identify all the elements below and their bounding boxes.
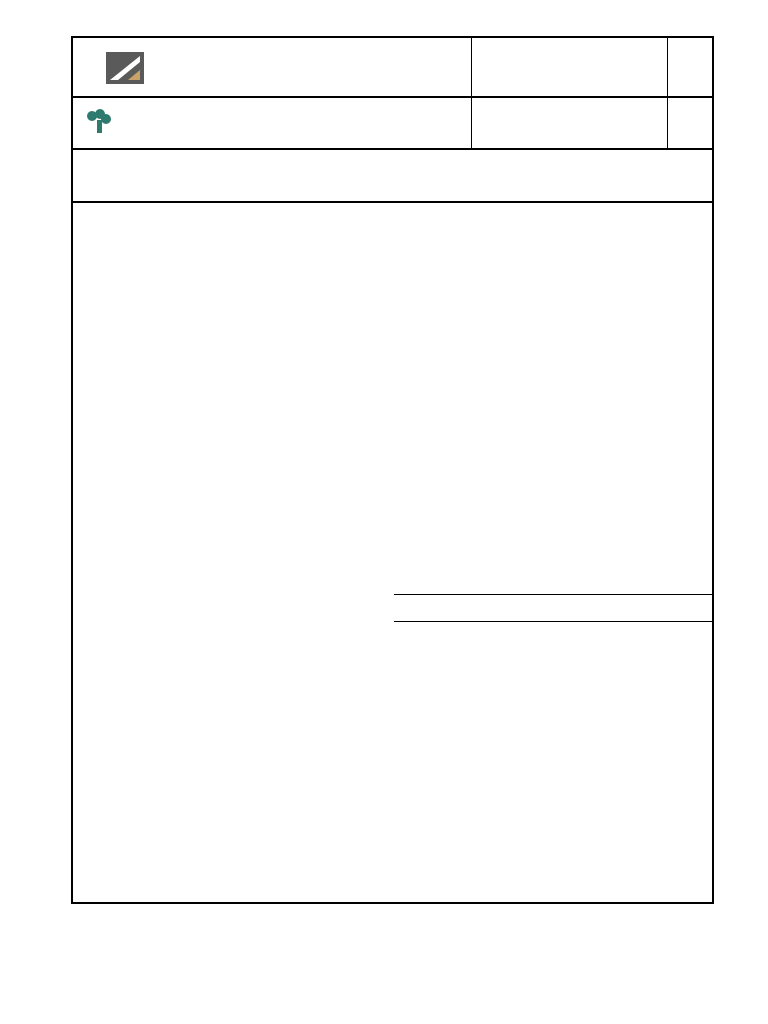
header-divider-1	[71, 96, 714, 98]
title-divider	[71, 201, 714, 203]
document-frame	[71, 36, 714, 904]
header-divider-2	[71, 148, 714, 150]
revision-descriptions	[394, 594, 714, 622]
header-vline-1	[471, 36, 472, 148]
description-header	[394, 594, 714, 622]
header-vline-2	[667, 36, 668, 148]
alunorte-mark-icon	[106, 52, 144, 84]
promon-mark-icon	[86, 108, 112, 134]
